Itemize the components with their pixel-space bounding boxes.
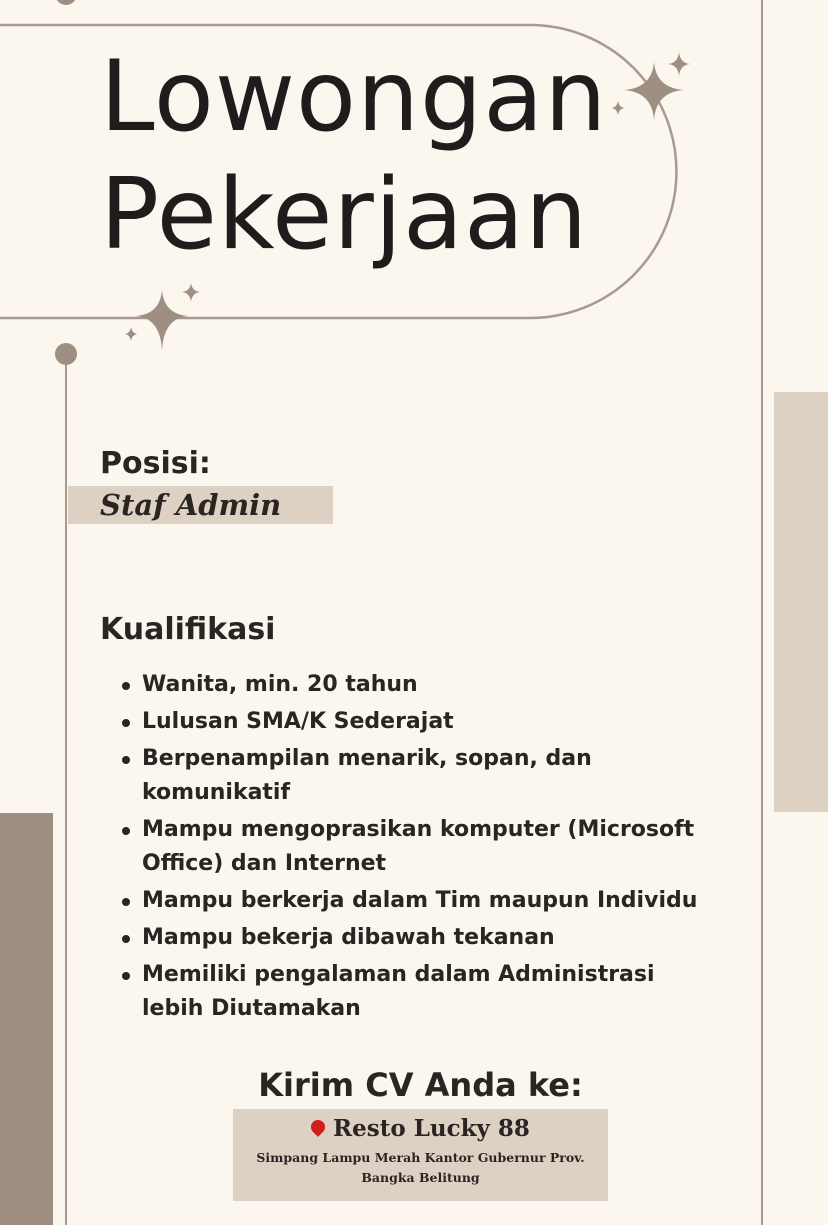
left-accent-block <box>0 813 53 1225</box>
right-accent-block <box>774 392 828 812</box>
list-item: Lulusan SMA/K Sederajat <box>100 705 720 739</box>
sparkle-icon <box>668 52 690 76</box>
sparkle-icon <box>136 290 188 350</box>
list-item: Berpenampilan menarik, sopan, dan komunikatif <box>100 742 612 810</box>
list-item: Wanita, min. 20 tahun <box>100 668 720 702</box>
address-line-1: Simpang Lampu Merah Kantor Gubernur Prov. <box>256 1150 585 1165</box>
sparkle-icon <box>612 101 624 115</box>
sparkle-icon <box>182 283 200 302</box>
top-dot <box>55 0 77 5</box>
sparkle-icon <box>125 327 137 341</box>
list-item: Mampu mengoprasikan komputer (Microsoft Office) dan Internet <box>100 813 702 881</box>
qualifications-label: Kualifikasi <box>100 612 276 647</box>
position-label: Posisi: <box>100 446 211 481</box>
address-box <box>233 1109 608 1201</box>
address-line-2: Bangka Belitung <box>361 1170 480 1185</box>
send-cv-heading: Kirim CV Anda ke: <box>258 1066 583 1104</box>
list-item: Memiliki pengalaman dalam Administrasi lebih Diutamakan <box>100 958 682 1026</box>
list-item: Mampu berkerja dalam Tim maupun Individu <box>100 884 720 918</box>
sparkle-icon <box>624 62 684 120</box>
pin-icon <box>308 1117 328 1137</box>
timeline-dot <box>55 343 77 365</box>
position-value: Staf Admin <box>100 488 282 522</box>
qualifications-list <box>100 668 720 1029</box>
title-line-1: Lowongan <box>100 40 608 154</box>
place-name: Resto Lucky 88 <box>333 1115 530 1142</box>
list-item: Mampu bekerja dibawah tekanan <box>100 921 720 955</box>
title-line-2: Pekerjaan <box>100 158 589 272</box>
